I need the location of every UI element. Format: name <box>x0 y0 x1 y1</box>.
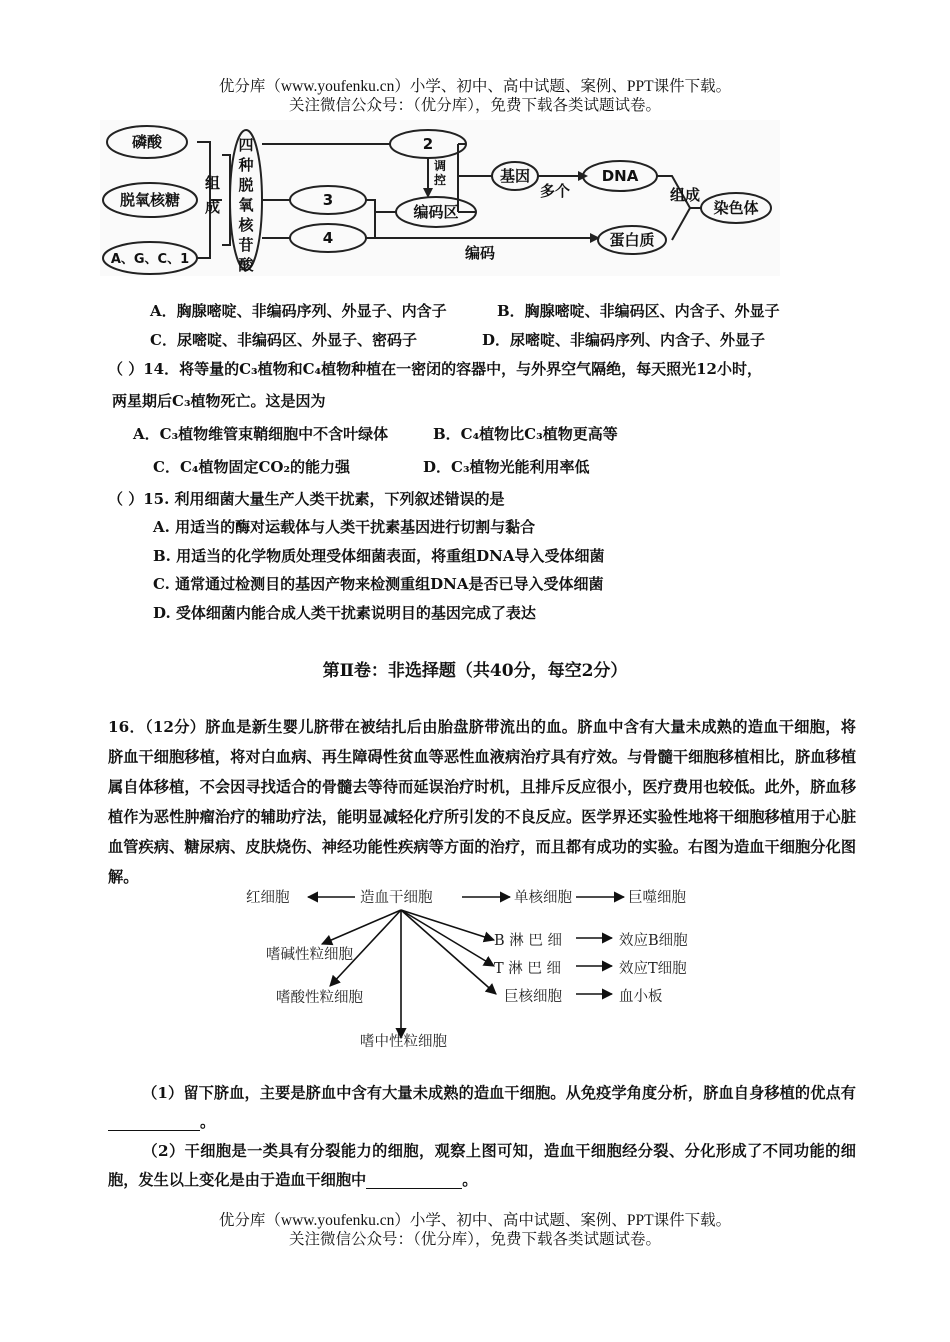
q14-stem-line1: （ ）14．将等量的C₃植物和C₄植物种植在一密闭的容器中，与外界空气隔绝，每天照光12小时， <box>108 360 762 378</box>
label-4: 4 <box>322 229 334 247</box>
label-3: 3 <box>322 191 334 209</box>
q15-option-a: A. 用适当的酶对运载体与人类干扰素基因进行切割与黏合 <box>153 518 536 536</box>
footer-line-1: 优分库（www.youfenku.cn）小学、初中、高中试题、案例、PPT课件下载。 <box>218 1212 732 1229</box>
q15-stem: （ ）15. 利用细菌大量生产人类干扰素，下列叙述错误的是 <box>108 490 505 508</box>
section-2-heading: 第Ⅱ卷：非选择题（共40分，每空2分） <box>322 661 628 681</box>
page-footer <box>0 1211 950 1249</box>
node-megakaryocyte: 巨核细胞 <box>504 989 562 1005</box>
node-t-lymphocyte: T 淋 巴 细 <box>494 961 561 977</box>
label-zucheng-left: 组成 <box>205 174 221 216</box>
q14-option-c: C．C₄植物固定CO₂的能力强 <box>153 458 351 476</box>
q14-option-a: A．C₃植物维管束鞘细胞中不含叶绿体 <box>133 425 389 443</box>
q15-option-c: C. 通常通过检测目的基因产物来检测重组DNA是否已导入受体细菌 <box>153 575 604 593</box>
node-basophil: 嗜碱性粒细胞 <box>266 947 353 963</box>
q15-option-b: B. 用适当的化学物质处理受体细菌表面，将重组DNA导入受体细菌 <box>153 547 605 565</box>
node-stem-cell: 造血干细胞 <box>360 890 433 906</box>
q14-stem-line2: 两星期后C₃植物死亡。这是因为 <box>112 392 326 410</box>
footer-line-2: 关注微信公众号：（优分库），免费下载各类试题试卷。 <box>288 1231 661 1248</box>
label-four-nucleotides: 四种脱氧核苷酸 <box>238 136 254 274</box>
label-tiaokong: 调控 <box>434 159 447 187</box>
label-zucheng-right: 组成 <box>670 186 701 204</box>
node-b-lymphocyte: B 淋 巴 细 <box>494 933 562 949</box>
label-chromosome: 染色体 <box>713 199 759 217</box>
page-header <box>0 77 950 115</box>
q13-option-c: C．尿嘧啶、非编码区、外显子、密码子 <box>150 331 417 349</box>
q16-sub2-text: （2）干细胞是一类具有分裂能力的细胞，观察上图可知，造血干细胞经分裂、分化形成了不同功能的细胞，发生以上变化是由于造血干细胞中 <box>108 1142 856 1189</box>
node-eosinophil: 嗜酸性粒细胞 <box>276 990 363 1006</box>
label-dna: DNA <box>601 167 639 185</box>
node-monocyte: 单核细胞 <box>514 890 572 906</box>
q16-paragraph: 16．（12分）脐血是新生婴儿脐带在被结扎后由胎盘脐带流出的血。脐血中含有大量未成熟的造血干细胞，将脐血干细胞移植，将对白血病、再生障碍性贫血等恶性血液病治疗具有疗效。与骨髓干细胞移植相比，脐血移植属自体移植，不会因寻找适合的骨髓去等待而延误治疗时机，且排斥反应很小，医疗费用也较低。此外，脐血移植作为恶性肿瘤治疗的辅助疗法，能明显减轻化疗所引发的不良反应。医学界还实验性地将干细胞移植用于心脏血管疾病、糖尿病、皮肤烧伤、神经功能性疾病等方面的治疗，而且都有成功的实验。右图为造血干细胞分化图解。 <box>108 718 856 886</box>
q15-option-d: D. 受体细菌内能合成人类干扰素说明目的基因完成了表达 <box>153 604 536 622</box>
q16-sub1 <box>108 1079 856 1137</box>
q16-sub1-text: （1）留下脐血，主要是脐血中含有大量未成熟的造血干细胞。从免疫学角度分析，脐血自身移植的优点有 <box>142 1084 856 1102</box>
label-bases: A、G、C、1 <box>110 252 190 267</box>
node-effector-b: 效应B细胞 <box>619 933 688 949</box>
q16-sub2 <box>108 1137 856 1195</box>
label-coding-region: 编码区 <box>413 203 459 221</box>
node-neutrophil: 嗜中性粒细胞 <box>360 1034 447 1050</box>
label-bianma: 编码 <box>465 244 496 262</box>
q16-sub2-blank[interactable] <box>366 1170 462 1189</box>
label-protein: 蛋白质 <box>609 231 655 249</box>
label-gene: 基因 <box>499 167 531 185</box>
q16-sub2-end: 。 <box>462 1171 478 1189</box>
label-2: 2 <box>422 135 434 153</box>
node-platelet: 血小板 <box>619 989 663 1005</box>
q16-sub1-end: 。 <box>200 1113 216 1131</box>
node-effector-t: 效应T细胞 <box>619 961 687 977</box>
header-line-1: 优分库（www.youfenku.cn）小学、初中、高中试题、案例、PPT课件下载。 <box>218 78 732 95</box>
header-line-2: 关注微信公众号：（优分库），免费下载各类试题试卷。 <box>288 97 661 114</box>
q14-option-d: D．C₃植物光能利用率低 <box>423 458 590 476</box>
node-red-cell: 红细胞 <box>246 890 290 906</box>
q13-option-d: D．尿嘧啶、非编码序列、内含子、外显子 <box>482 331 766 349</box>
q14-option-b: B．C₄植物比C₃植物更高等 <box>433 425 618 443</box>
label-deoxyribose: 脱氧核糖 <box>119 191 181 209</box>
stem-cell-differentiation-diagram <box>230 880 730 1056</box>
q13-option-a: A．胸腺嘧啶、非编码序列、外显子、内含子 <box>150 302 447 320</box>
node-macrophage: 巨噬细胞 <box>628 890 686 906</box>
label-many: 多个 <box>540 182 571 200</box>
gene-concept-diagram <box>100 120 780 276</box>
label-phosphate: 磷酸 <box>131 133 163 151</box>
q13-option-b: B．胸腺嘧啶、非编码区、内含子、外显子 <box>497 302 780 320</box>
q16-sub1-blank[interactable] <box>108 1112 200 1131</box>
